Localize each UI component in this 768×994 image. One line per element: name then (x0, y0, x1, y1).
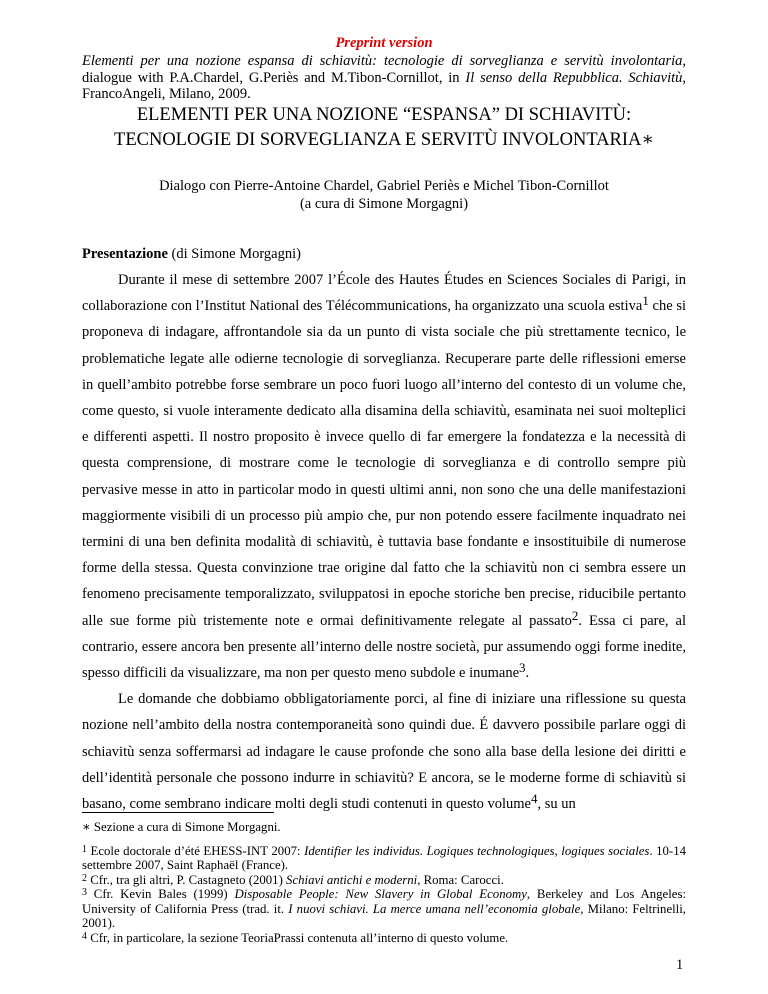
paragraph-1-text-c: . Essa ci pare, al contrario, essere ancora ben presente all’interno delle nostre società, pur assumendo oggi forme inedite, spesso difficili da visualizzare, ma non per questo meno subdole e inumane (82, 612, 686, 682)
footnote-4-number: 4 (82, 930, 87, 942)
paper-title (60, 103, 708, 153)
footnote-ref-2[interactable]: 2 (571, 607, 579, 623)
paragraph-2-text-b: , su un (537, 796, 576, 813)
footnote-0 (82, 820, 686, 835)
citation-block (82, 53, 686, 103)
footnote-4 (82, 931, 686, 946)
citation-title: Elementi per una nozione espansa di schiavitù: tecnologie di sorveglianza e servitù involontaria (82, 53, 683, 69)
footnote-2-text-a: Cfr., tra gli altri, P. Castagneto (2001) (87, 872, 287, 887)
title-line-1: ELEMENTI PER UNA NOZIONE “ESPANSA” DI SCHIAVITÙ: (136, 105, 632, 125)
paragraph-1-text-d: . (525, 665, 530, 682)
title-line-2 (60, 128, 708, 153)
title-line-2-text: TECNOLOGIE DI SORVEGLIANZA E SERVITÙ INVOLONTARIA (114, 130, 642, 150)
footnote-1-title: Identifier les individus. Logiques technologiques, logiques sociales (304, 843, 650, 858)
footnote-3-text-c: , Milano: Feltrinelli, 2001). (82, 901, 686, 930)
paragraph-2-text-a: Le domande che dobbiamo obbligatoriamente porci, al fine di iniziare una riflessione su questa nozione nell’ambito della nostra contemporaneità sono quindi due. É davvero possibile parlare oggi di schiavitù senza soffermarsi ad indagare le cause profonde che sono alla base della lesione dei diritti e dell’identità personale che possono indurre in schiavitù? E ancora, se le moderne forme di schiavitù si basano, come sembrano indicare molti degli studi contenuti in questo volume (82, 691, 686, 813)
footnote-3 (82, 887, 686, 931)
footnote-1-text-b: . 10-14 settembre 2007, Saint Raphaël (France). (82, 843, 686, 872)
title-footnote-marker: ∗ (641, 130, 654, 150)
citation-authors: , dialogue with P.A.Chardel, G.Periès and M.Tibon-Cornillot, in (82, 53, 686, 86)
body-text (82, 267, 686, 817)
footnote-1-text-a: Ecole doctorale d’été EHESS-INT 2007: (87, 843, 305, 858)
footnote-3-title-it: I nuovi schiavi. La merce umana nell’economia globale (288, 901, 581, 916)
citation-publisher: , FrancoAngeli, Milano, 2009. (82, 69, 686, 102)
dialog-credits (60, 177, 708, 213)
footnote-1 (82, 844, 686, 873)
footnote-0-marker: ∗ (82, 820, 91, 834)
paragraph-2 (82, 686, 686, 817)
dialog-participants: Dialogo con Pierre-Antoine Chardel, Gabriel Periès e Michel Tibon-Cornillot (159, 178, 609, 194)
dialog-editor: (a cura di Simone Morgagni) (299, 196, 469, 212)
section-heading-byline: (di Simone Morgagni) (167, 246, 301, 262)
section-heading (82, 246, 301, 263)
footnote-ref-3[interactable]: 3 (519, 660, 526, 676)
page-number: 1 (676, 957, 684, 973)
footnote-2-number: 2 (82, 872, 87, 884)
footnote-separator (82, 812, 274, 813)
footnote-2-text-b: , Roma: Carocci. (417, 872, 504, 887)
footnotes (82, 820, 686, 945)
footnote-1-number: 1 (82, 843, 87, 855)
footnote-3-title: Disposable People: New Slavery in Global Economy (234, 887, 527, 901)
footnote-3-text-b: , Berkeley and Los Angeles: University of California Press (trad. it. (82, 887, 687, 916)
paragraph-1 (82, 267, 686, 686)
footnote-2-title: Schiavi antichi e moderni (286, 872, 418, 887)
preprint-label: Preprint version (335, 35, 433, 51)
footnote-ref-4[interactable]: 4 (531, 791, 538, 807)
section-heading-title: Presentazione (82, 246, 168, 262)
footnote-3-number: 3 (82, 887, 87, 898)
footnote-4-text: Cfr, in particolare, la sezione TeoriaPrassi contenuta all’interno di questo volume. (87, 930, 509, 945)
footnote-ref-1[interactable]: 1 (642, 293, 649, 309)
footnote-3-text-a: Cfr. Kevin Bales (1999) (87, 887, 235, 901)
citation-book: Il senso della Repubblica. Schiavitù (465, 69, 683, 86)
footnote-2 (82, 873, 686, 888)
footnote-0-text: Sezione a cura di Simone Morgagni. (90, 820, 281, 834)
paragraph-1-text-a: Durante il mese di settembre 2007 l’École des Hautes Études en Sciences Sociales di Parigi, in collaborazione con l’Institut National des Télécommunications, ha organizzato una scuola estiva (82, 272, 686, 315)
paragraph-1-text-b: che si proponeva di indagare, affrontandole sia da un punto di vista sociale che più strettamente tecnico, le problematiche legate alle odierne tecnologie di sorveglianza. Recuperare parte delle riflessioni emerse in quell’ambito potrebbe forse sembrare un poco fuori luogo all’interno del contesto di un volume che, come questo, si vuole interamente dedicato alla disamina della schiavitù, esaminata nei suoi molteplici e differenti aspetti. Il nostro proposito è invece quello di far emergere la fondatezza e la necessità di questa comprensione, di mostrare come le tecnologie di sorveglianza e di controllo sempre più pervasive messe in atto in particolar modo in questi ultimi anni, non sono che una delle manifestazioni maggiormente visibili di un processo più ampio che, pur non potendo essere facilmente inquadrato nei termini di una ben definita modalità di schiavitù, è tuttavia base fondante e insostituibile di numerose forme della stessa. Questa convinzione trae origine dal fatto che la schiavitù non ci sembra essere un fenomeno precisamente temporalizzato, sviluppatosi in epoche storiche ben precise, riducibile pertanto alle sue forme più tristemente note e ormai definitivamente relegate al passato (82, 298, 687, 629)
